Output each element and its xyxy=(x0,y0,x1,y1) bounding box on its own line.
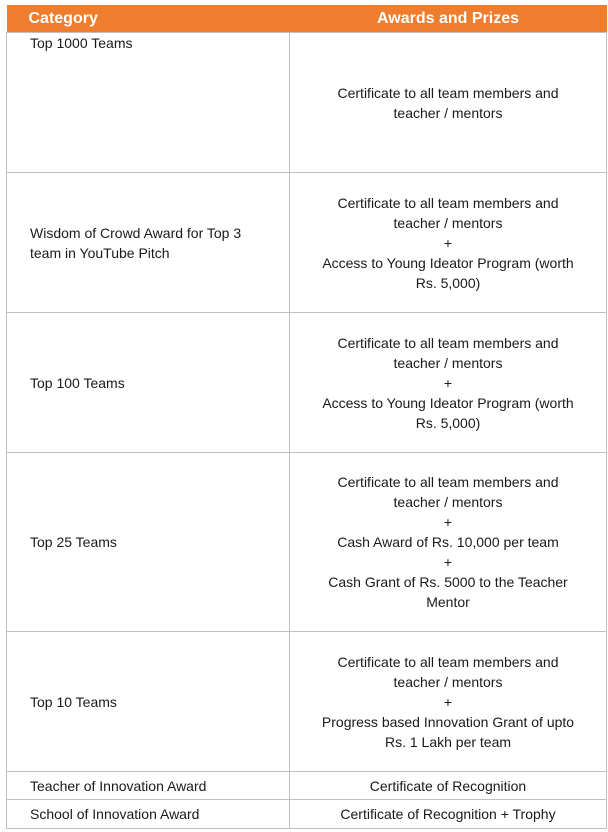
prize-line: Progress based Innovation Grant of upto xyxy=(321,713,575,730)
prize-line: Certificate to all team members and xyxy=(337,84,559,101)
awards-table xyxy=(6,5,607,829)
prize-line: Cash Grant of Rs. 5000 to the Teacher xyxy=(328,574,568,590)
prize-line: + xyxy=(443,554,453,570)
prize-line: teacher / mentors xyxy=(393,673,503,690)
prize-line: Certificate to all team members and xyxy=(337,653,559,670)
category-cell: Wisdom of Crowd Award for Top 3 team in YouTube Pitch xyxy=(7,173,290,313)
prize-line: teacher / mentors xyxy=(393,354,503,371)
table-row xyxy=(7,632,607,772)
category-cell: Top 25 Teams xyxy=(7,453,290,632)
table-row xyxy=(7,772,607,800)
prize-line: Certificate to all team members and xyxy=(337,194,559,211)
prize-line: + xyxy=(443,234,453,251)
prize-line: Access to Young Ideator Program (worth xyxy=(322,254,574,271)
prize-line: teacher / mentors xyxy=(393,104,503,121)
prize-line: Certificate of Recognition + Trophy xyxy=(340,806,556,822)
table-row xyxy=(7,173,607,313)
prize-line: teacher / mentors xyxy=(393,494,503,510)
prize-cell xyxy=(290,313,607,453)
category-cell: Top 1000 Teams xyxy=(7,33,290,173)
table-row xyxy=(7,800,607,829)
prize-line: Cash Award of Rs. 10,000 per team xyxy=(337,534,559,550)
prize-cell xyxy=(290,800,607,829)
category-cell: Teacher of Innovation Award xyxy=(7,772,290,800)
prize-line: + xyxy=(443,693,453,710)
category-cell: Top 10 Teams xyxy=(7,632,290,772)
category-cell: Top 100 Teams xyxy=(7,313,290,453)
table-row xyxy=(7,313,607,453)
table-row xyxy=(7,453,607,632)
prize-cell xyxy=(290,453,607,632)
prize-line: + xyxy=(443,514,453,530)
prize-line: Rs. 1 Lakh per team xyxy=(384,733,512,750)
prize-line: Mentor xyxy=(426,594,470,610)
prize-line: Rs. 5,000) xyxy=(415,414,481,431)
prize-line: teacher / mentors xyxy=(393,214,503,231)
prize-cell xyxy=(290,173,607,313)
prize-line: Certificate to all team members and xyxy=(337,474,559,490)
prize-line: + xyxy=(443,374,453,391)
column-header-category: Category xyxy=(7,5,290,33)
prize-line: Certificate of Recognition xyxy=(369,777,527,794)
prize-cell xyxy=(290,33,607,173)
column-header-awards: Awards and Prizes xyxy=(290,5,607,33)
table-header-row xyxy=(7,5,607,33)
category-cell: School of Innovation Award xyxy=(7,800,290,829)
table-row xyxy=(7,33,607,173)
prize-line: Rs. 5,000) xyxy=(415,274,481,291)
prize-cell xyxy=(290,772,607,800)
prize-line: Access to Young Ideator Program (worth xyxy=(322,394,574,411)
prize-cell xyxy=(290,632,607,772)
prize-line: Certificate to all team members and xyxy=(337,334,559,351)
